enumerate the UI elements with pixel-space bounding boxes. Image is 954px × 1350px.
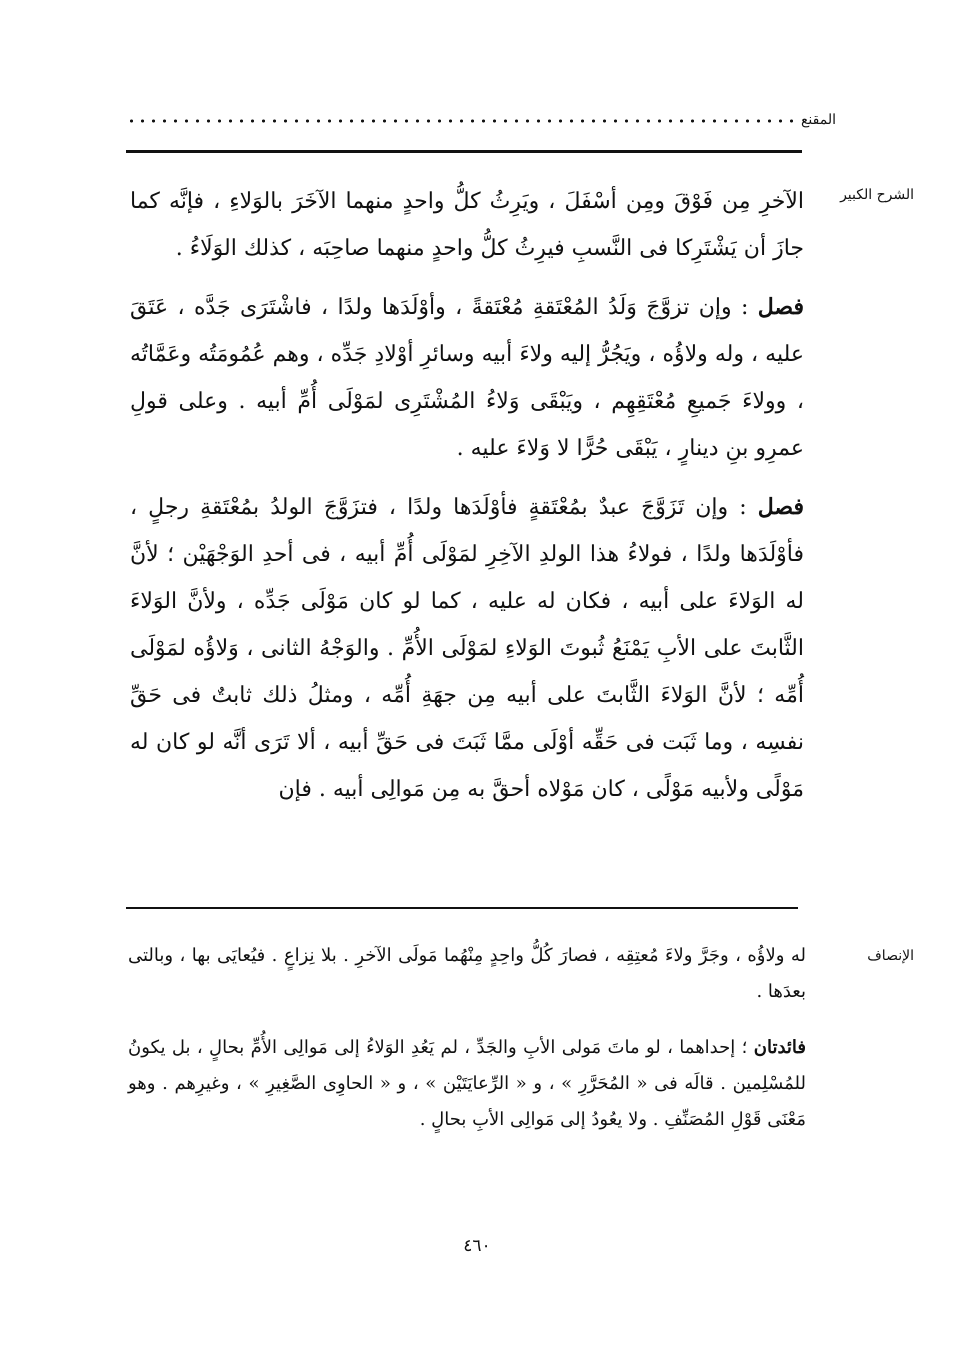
- paragraph-text: : وإن تزوَّجَ وَلَدُ المُعْتَقةِ مُعْتَقةً ، وأوْلَدَها ولدًا ، فاشْتَرَى جَدَّه ، عَتَقَ عليه ، وله ولاؤُه ، ويَجُرُّ إليه ولاءَ أبيه وسائرِ أوْلادِ جَدِّه ، وهم عُمُومَتُه وعَمَّاتُه ، وولاءَ جَميعِ مُعْتَقِهِم ، ويَبْقَى وَلاءُ المُشْتَرِى لمَوْلَى أُمِّ أبيه . وعلى قولِ عمرِو بنِ دينارٍ ، يَبْقَى حُرًّا لا وَلاءَ عليه .: [130, 295, 804, 461]
- paragraph-text: له ولاؤُه ، وجَرَّ ولاءَ مُعتِقِه ، فصارَ كُلُّ واحِدٍ مِنْهُما مَولَى الآخرِ . بلا نِزاعٍ . فيُعايَى بها ، وبالتى بعدَها .: [128, 945, 806, 1002]
- running-header-title: المقنع: [800, 112, 836, 128]
- fasl-heading: فصل: [757, 294, 804, 320]
- insaf-section-label: الإنصاف: [867, 948, 914, 964]
- header-rule: [126, 150, 802, 153]
- footnote-rule: [126, 907, 798, 909]
- page-number: ٤٦٠: [463, 1236, 491, 1256]
- sharh-section-label: الشرح الكبير: [840, 187, 914, 203]
- sharh-paragraph-1: [130, 178, 804, 272]
- paragraph-text: ؛ إحداهما ، لو ماتَ مَولى الأبِ والجَدِّ ، لم يَعُدِ الوَلاءُ إلى مَوالِى الأُمِّ بحالٍ ، بل يكونُ للمُسْلِمين . قالَه فى « المُحَرَّرِ » ، و « الرِّعايَتَيْن » ، و « الحاوِى الصَّغِيرِ » ، وغيرِهم . وهو مَعْنَى قَوْلِ المُصَنِّفِ . ولا يعُودُ إلى مَوالِى الأبِ بحالٍ .: [128, 1037, 806, 1130]
- fasl-heading: فصل: [757, 494, 804, 520]
- sharh-text: [130, 178, 804, 813]
- insaf-paragraph-2: [128, 1030, 806, 1138]
- paragraph-text: الآخرِ مِن فَوْقَ ومِن أسْفَلَ ، ويَرِثُ كلُّ واحدٍ منهما الآخَرَ بالوَلاءِ ، فإنَّه كما جازَ أن يَشْتَرِكا فى النَّسبِ فيرِثُ كلُّ واحدٍ منهما صاحِبَه ، كذلك الوَلَاءُ .: [130, 189, 804, 261]
- insaf-paragraph-1: [128, 938, 806, 1010]
- sharh-paragraph-3: [130, 484, 804, 813]
- insaf-text: [128, 938, 806, 1138]
- faidatan-heading: فائدتان: [753, 1037, 806, 1058]
- sharh-paragraph-2: [130, 284, 804, 472]
- paragraph-text: : وإن تَزَوَّجَ عبدٌ بمُعْتَقةٍ فأوْلَدَها ولدًا ، فتزَوَّجَ الولدُ بمُعْتَقةِ رجلٍ ، فأوْلَدَها ولدًا ، فولاءُ هذا الولدِ الآخِرِ لمَوْلَى أُمِّ أبيه ، فى أحدِ الوَجْهَيْن ؛ لأنَّ له الوَلاءَ على أبيه ، فكان له عليه ، كما لو كان مَوْلَى جَدِّه ، ولأنَّ الوَلاءَ الثَّابتَ على الأبِ يَمْنَعُ ثُبوتَ الوَلاءِ لمَوْلَى الأُمِّ . والوَجْهُ الثانى ، وَلاؤُه لمَوْلَى أُمِّه ؛ لأنَّ الوَلاءَ الثَّابتَ على أبيه مِن جهَةِ أُمِّه ، ومثلُ ذلك ثابتٌ فى حَقِّ نفسِه ، وما ثَبَت فى حَقِّه أوْلَى ممَّا ثَبَتَ فى حَقِّ أبيه ، ألا تَرَى أنَّه لو كان له مَوْلًى ولأبيه مَوْلًى ، كان مَوْلاه أحقَّ به مِن مَوالِى أبيه . فإن: [130, 495, 804, 802]
- header-dotted-leader: [126, 118, 796, 124]
